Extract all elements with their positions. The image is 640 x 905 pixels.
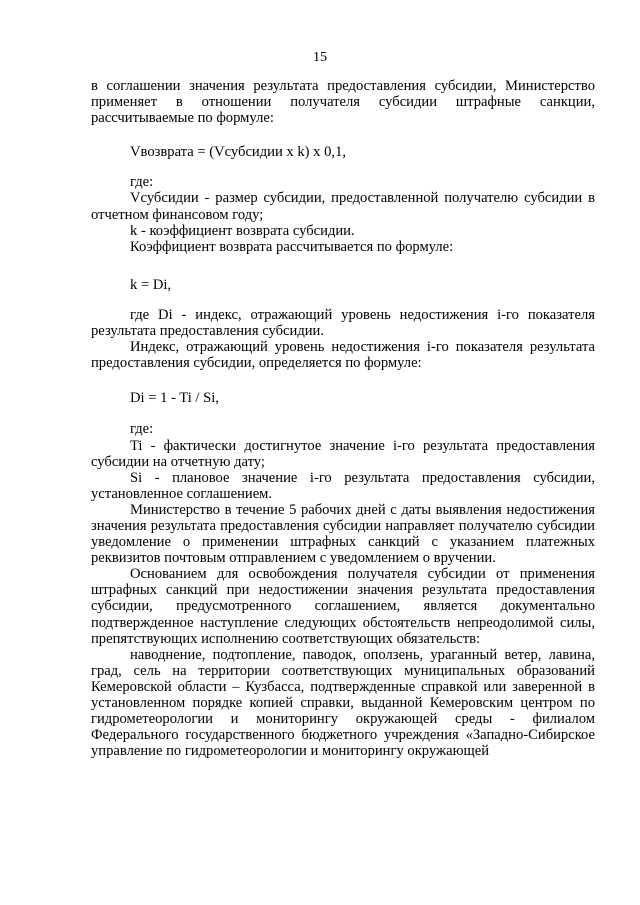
- paragraph-natural-disasters: наводнение, подтопление, паводок, оползень, ураганный ветер, лавина, град, сель на территории соответствующих муниципальных образований Кемеровской области – Кузбасса, подтвержденные справкой или заверенной в установленном порядке копией справки, выданной Кемеровским центром по гидрометеорологии и мониторингу окружающей среды - филиалом Федерального государственного бюджетного учреждения «Западно-Сибирское управление по гидрометеорологии и мониторингу окружающей: [91, 646, 595, 760]
- formula-refund-volume: Vвозврата = (Vсубсидии x k) x 0,1,: [130, 144, 347, 161]
- paragraph-force-majeure-basis: Основанием для освобождения получателя субсидии от применения штрафных санкций при недостижении значения результата предоставления субсидии, предусмотренного соглашением, является документально подтвержденное наступление следующих обстоятельств непреодолимой силы, препятствующих исполнению соответствующих обязательств:: [91, 566, 595, 647]
- formula-di: Di = 1 - Ti / Si,: [130, 390, 219, 407]
- page-number: 15: [313, 50, 327, 65]
- paragraph-coefficient-formula-intro: Коэффициент возврата рассчитывается по формуле:: [130, 238, 454, 255]
- paragraph-di-definition: где Di - индекс, отражающий уровень недостижения i-го показателя результата предоставления субсидии.: [91, 306, 595, 340]
- formula-k: k = Di,: [130, 276, 172, 293]
- paragraph-si-definition: Si - плановое значение i-го результата предоставления субсидии, установленное соглашением.: [91, 469, 595, 502]
- paragraph-penalty-intro: в соглашении значения результата предоставления субсидии, Министерство применяет в отношении получателя субсидии штрафные санкции, рассчитываемые по формуле:: [91, 78, 595, 127]
- document-body: [91, 78, 595, 759]
- paragraph-k-coefficient: k - коэффициент возврата субсидии.: [130, 222, 355, 239]
- paragraph-di-formula-intro: Индекс, отражающий уровень недостижения i-го показателя результата предоставления субсидии, определяется по формуле:: [91, 339, 595, 372]
- paragraph-ti-definition: Ti - фактически достигнутое значение i-го результата предоставления субсидии на отчетную дату;: [91, 437, 595, 470]
- paragraph-notification: Министерство в течение 5 рабочих дней с даты выявления недостижения значения результата предоставления субсидии направляет получателю субсидии уведомление о применении штрафных санкций с указанием платежных реквизитов почтовым отправлением с уведомлением о вручении.: [91, 501, 595, 567]
- where-label: где:: [130, 421, 154, 438]
- paragraph-subsidy-size: Vсубсидии - размер субсидии, предоставленной получателю субсидии в отчетном финансовом году;: [91, 190, 595, 223]
- where-label: где:: [130, 174, 154, 191]
